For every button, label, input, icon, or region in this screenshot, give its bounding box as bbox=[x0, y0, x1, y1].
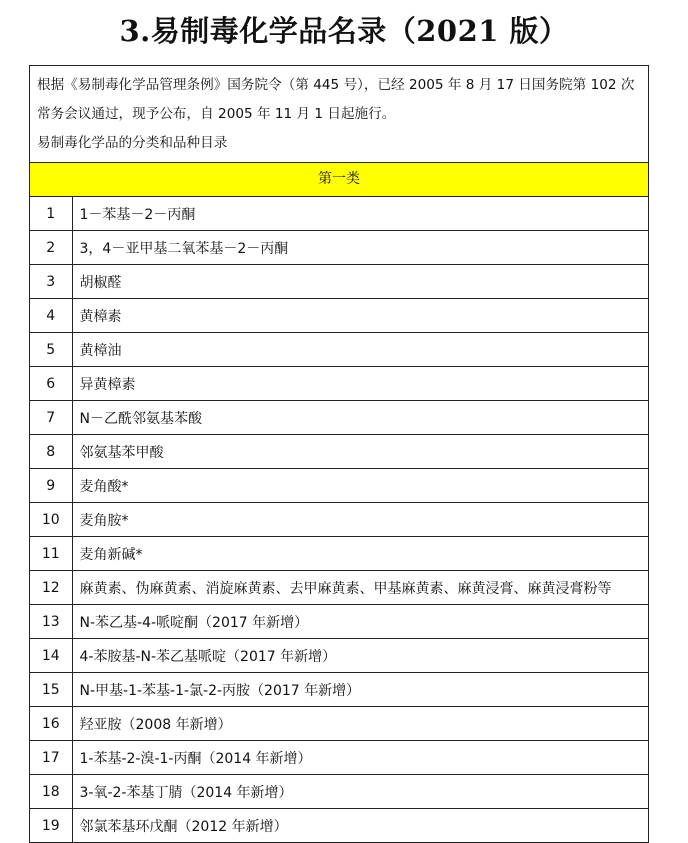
row-number: 19 bbox=[30, 809, 72, 843]
row-number: 5 bbox=[30, 333, 72, 367]
chemical-name: 邻氨基苯甲酸 bbox=[72, 435, 648, 469]
chemical-table bbox=[30, 197, 648, 843]
row-number: 6 bbox=[30, 367, 72, 401]
row-number: 3 bbox=[30, 265, 72, 299]
chemical-name: 黄樟油 bbox=[72, 333, 648, 367]
row-number: 1 bbox=[30, 197, 72, 231]
row-number: 8 bbox=[30, 435, 72, 469]
table-row bbox=[30, 265, 648, 299]
intro-subtitle: 易制毒化学品的分类和品种目录 bbox=[37, 135, 228, 151]
table-row bbox=[30, 605, 648, 639]
table-row bbox=[30, 367, 648, 401]
chemical-name: N-甲基-1-苯基-1-氯-2-丙胺（2017 年新增） bbox=[72, 673, 648, 707]
chemical-name: N－乙酰邻氨基苯酸 bbox=[72, 401, 648, 435]
chemical-name: 黄樟素 bbox=[72, 299, 648, 333]
row-number: 15 bbox=[30, 673, 72, 707]
chemical-name: 胡椒醛 bbox=[72, 265, 648, 299]
row-number: 2 bbox=[30, 231, 72, 265]
row-number: 12 bbox=[30, 571, 72, 605]
table-row bbox=[30, 809, 648, 843]
chemical-name: N-苯乙基-4-哌啶酮（2017 年新增） bbox=[72, 605, 648, 639]
row-number: 4 bbox=[30, 299, 72, 333]
row-number: 11 bbox=[30, 537, 72, 571]
table-row bbox=[30, 299, 648, 333]
chemical-name: 3，4－亚甲基二氧苯基－2－丙酮 bbox=[72, 231, 648, 265]
table-row bbox=[30, 639, 648, 673]
table-row bbox=[30, 707, 648, 741]
category-header: 第一类 bbox=[30, 163, 648, 197]
table-row bbox=[30, 537, 648, 571]
chemical-name: 羟亚胺（2008 年新增） bbox=[72, 707, 648, 741]
table-row bbox=[30, 741, 648, 775]
table-row bbox=[30, 197, 648, 231]
chemical-name: 1-苯基-2-溴-1-丙酮（2014 年新增） bbox=[72, 741, 648, 775]
chemical-name: 1－苯基－2－丙酮 bbox=[72, 197, 648, 231]
row-number: 18 bbox=[30, 775, 72, 809]
row-number: 17 bbox=[30, 741, 72, 775]
row-number: 13 bbox=[30, 605, 72, 639]
row-number: 10 bbox=[30, 503, 72, 537]
document-title: 3.易制毒化学品名录（2021 版） bbox=[119, 14, 569, 48]
intro-paragraph: 根据《易制毒化学品管理条例》国务院令（第 445 号），已经 2005 年 8 月 17 日国务院第 102 次常务会议通过，现予公布，自 2005 年 11 月 1 日起施行。 bbox=[37, 77, 635, 122]
chemical-name: 异黄樟素 bbox=[72, 367, 648, 401]
chemical-table-body bbox=[30, 197, 648, 843]
chemical-name: 麦角酸* bbox=[72, 469, 648, 503]
chemical-name: 4-苯胺基-N-苯乙基哌啶（2017 年新增） bbox=[72, 639, 648, 673]
table-row bbox=[30, 435, 648, 469]
table-row bbox=[30, 401, 648, 435]
table-row bbox=[30, 503, 648, 537]
chemical-list-sheet bbox=[29, 65, 649, 843]
chemical-name: 麻黄素、伪麻黄素、消旋麻黄素、去甲麻黄素、甲基麻黄素、麻黄浸膏、麻黄浸膏粉等 bbox=[72, 571, 648, 605]
table-row bbox=[30, 673, 648, 707]
intro-block bbox=[30, 66, 648, 163]
table-row bbox=[30, 571, 648, 605]
chemical-name: 麦角新碱* bbox=[72, 537, 648, 571]
row-number: 9 bbox=[30, 469, 72, 503]
row-number: 14 bbox=[30, 639, 72, 673]
row-number: 16 bbox=[30, 707, 72, 741]
table-row bbox=[30, 469, 648, 503]
row-number: 7 bbox=[30, 401, 72, 435]
table-row bbox=[30, 775, 648, 809]
chemical-name: 3-氧-2-苯基丁腈（2014 年新增） bbox=[72, 775, 648, 809]
table-row bbox=[30, 333, 648, 367]
chemical-name: 麦角胺* bbox=[72, 503, 648, 537]
chemical-name: 邻氯苯基环戊酮（2012 年新增） bbox=[72, 809, 648, 843]
table-row bbox=[30, 231, 648, 265]
